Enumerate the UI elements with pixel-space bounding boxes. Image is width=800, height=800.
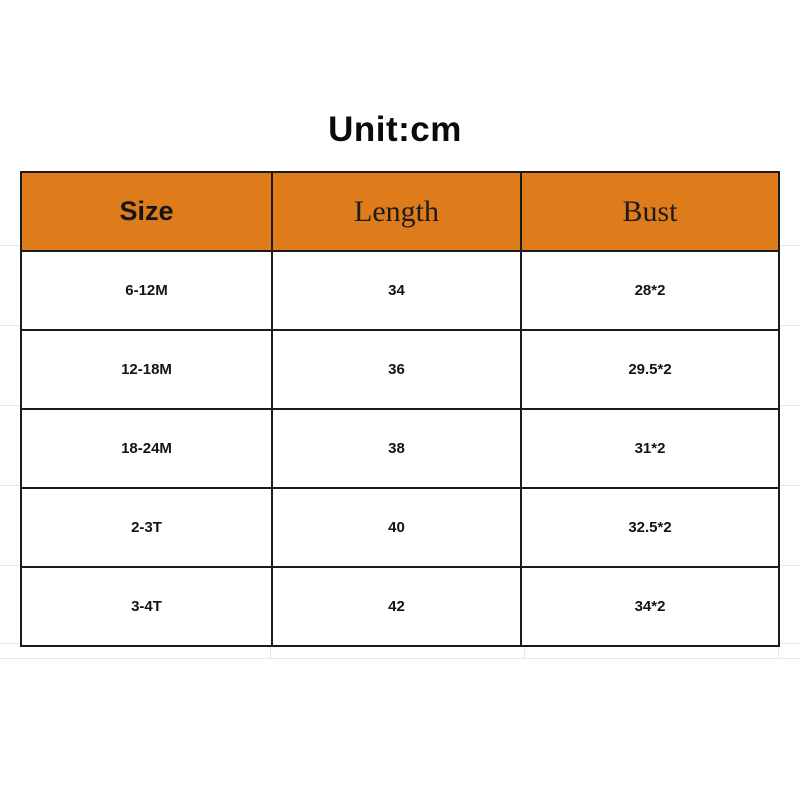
cell-length: 40 [272, 488, 521, 567]
spreadsheet-gridline [778, 645, 779, 659]
cell-size: 2-3T [21, 488, 272, 567]
spreadsheet-gridline [0, 658, 800, 659]
cell-bust: 34*2 [521, 567, 779, 646]
header-cell-size: Size [21, 172, 272, 251]
header-cell-length: Length [272, 172, 521, 251]
table-row [21, 488, 779, 567]
cell-size: 18-24M [21, 409, 272, 488]
cell-size: 12-18M [21, 330, 272, 409]
header-cell-bust: Bust [521, 172, 779, 251]
table-row [21, 409, 779, 488]
cell-length: 42 [272, 567, 521, 646]
table-header-row [21, 172, 779, 251]
cell-size: 3-4T [21, 567, 272, 646]
cell-bust: 29.5*2 [521, 330, 779, 409]
spreadsheet-gridline [524, 645, 525, 659]
table-row [21, 330, 779, 409]
cell-bust: 31*2 [521, 409, 779, 488]
cell-bust: 28*2 [521, 251, 779, 330]
cell-length: 34 [272, 251, 521, 330]
table-row [21, 251, 779, 330]
cell-length: 36 [272, 330, 521, 409]
cell-bust: 32.5*2 [521, 488, 779, 567]
table-row [21, 567, 779, 646]
cell-length: 38 [272, 409, 521, 488]
spreadsheet-gridline [270, 645, 271, 659]
size-chart-table [20, 171, 780, 647]
unit-title: Unit:cm [328, 110, 462, 149]
cell-size: 6-12M [21, 251, 272, 330]
